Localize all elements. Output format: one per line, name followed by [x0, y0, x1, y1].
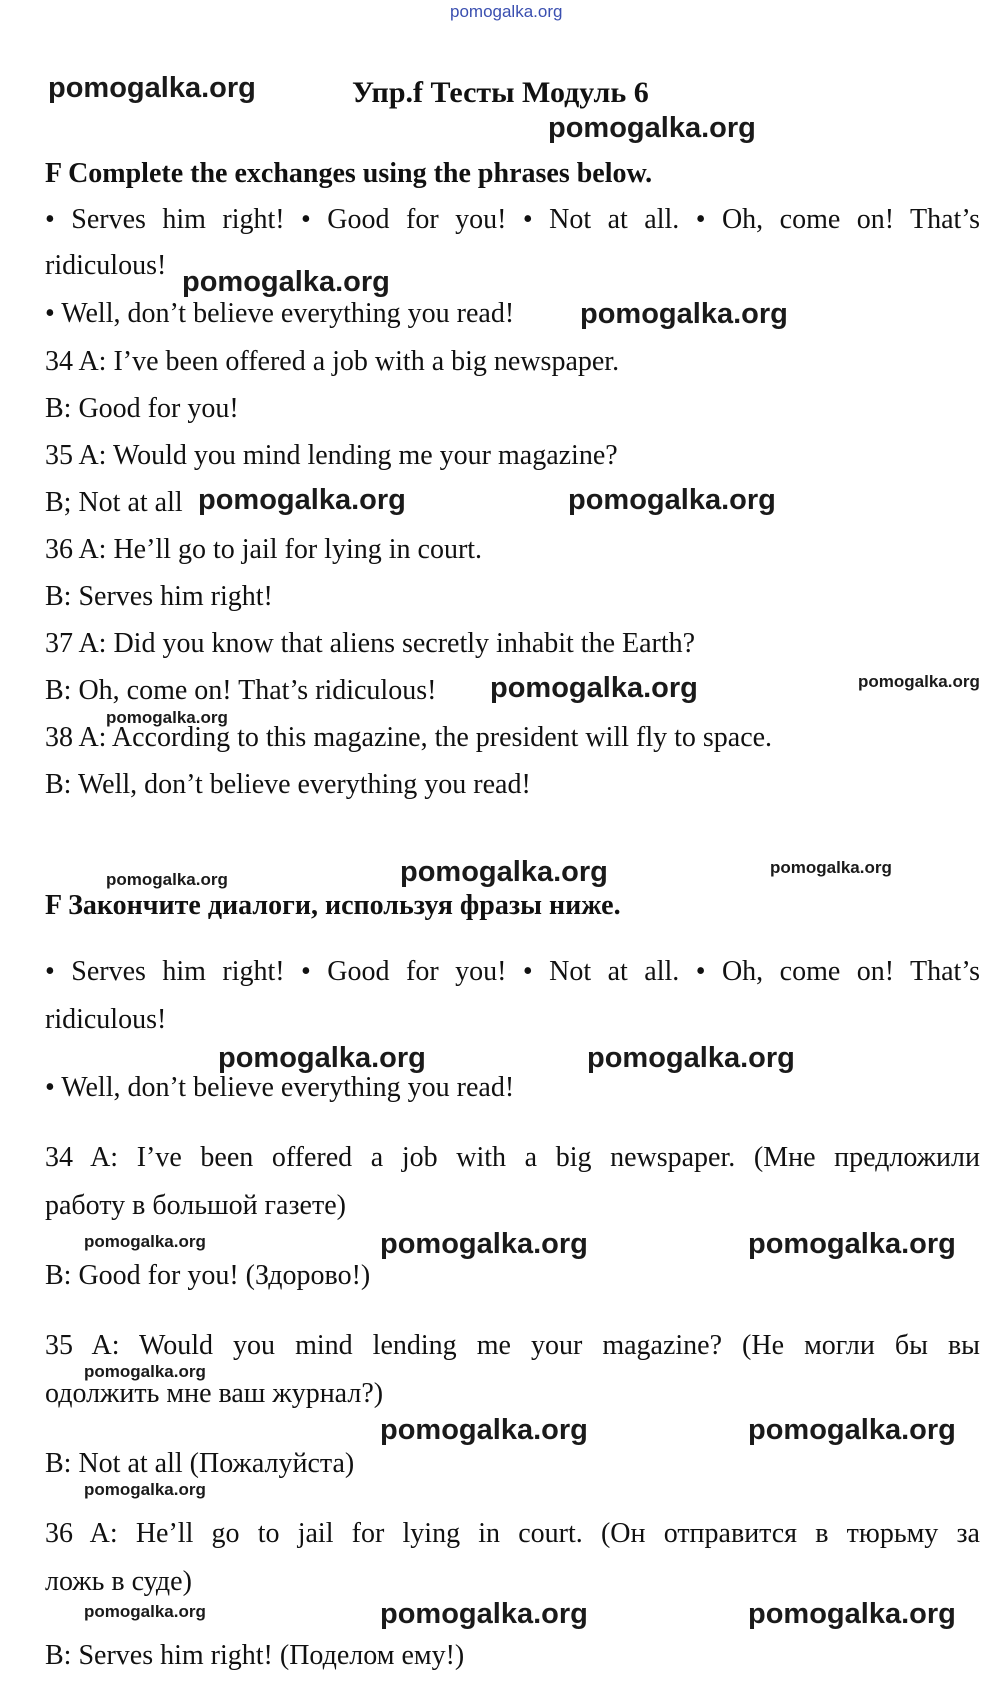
russian-heading: F Закончите диалоги, используя фразы ниже.	[45, 890, 621, 921]
watermark: pomogalka.org	[548, 112, 756, 144]
watermark: pomogalka.org	[748, 1414, 956, 1446]
watermark: pomogalka.org	[748, 1598, 956, 1630]
page-title: Упр.f Тесты Модуль 6	[352, 76, 649, 109]
watermark: pomogalka.org	[587, 1042, 795, 1074]
watermark: pomogalka.org	[106, 708, 228, 727]
ru-exchange-35-a1: 35 A: Would you mind lending me your magazine? (Не могли бы вы	[45, 1330, 980, 1361]
english-phrases-line1b: ridiculous!	[45, 250, 167, 281]
ru-exchange-34-b: B: Good for you! (Здорово!)	[45, 1260, 371, 1291]
english-phrases-line1: • Serves him right! • Good for you! • Not at all. • Oh, come on! That’s	[45, 204, 980, 235]
watermark: pomogalka.org	[748, 1228, 956, 1260]
exchange-36-a: 36 A: He’ll go to jail for lying in court.	[45, 534, 483, 565]
exchange-36-b: B: Serves him right!	[45, 581, 273, 612]
watermark: pomogalka.org	[84, 1602, 206, 1621]
watermark: pomogalka.org	[380, 1414, 588, 1446]
watermark: pomogalka.org	[84, 1480, 206, 1499]
watermark: pomogalka.org	[84, 1362, 206, 1381]
watermark-top: pomogalka.org	[450, 2, 563, 21]
watermark: pomogalka.org	[182, 266, 390, 298]
exchange-38-b: B: Well, don’t believe everything you read!	[45, 769, 531, 800]
english-heading: F Complete the exchanges using the phrases below.	[45, 158, 653, 189]
watermark: pomogalka.org	[106, 870, 228, 889]
ru-exchange-36-b: B: Serves him right! (Поделом ему!)	[45, 1640, 465, 1671]
watermark: pomogalka.org	[48, 72, 256, 104]
watermark: pomogalka.org	[400, 856, 608, 888]
watermark: pomogalka.org	[490, 672, 698, 704]
watermark: pomogalka.org	[380, 1228, 588, 1260]
exchange-37-a: 37 A: Did you know that aliens secretly inhabit the Earth?	[45, 628, 696, 659]
exchange-38-a: 38 A: According to this magazine, the president will fly to space.	[45, 722, 773, 753]
exchange-34-b: B: Good for you!	[45, 393, 239, 424]
english-phrases-line2: • Well, don’t believe everything you read!	[45, 298, 515, 329]
ru-exchange-36-a1: 36 A: He’ll go to jail for lying in court. (Он отправится в тюрьму за	[45, 1518, 980, 1549]
exchange-37-b: B: Oh, come on! That’s ridiculous!	[45, 675, 437, 706]
watermark: pomogalka.org	[858, 672, 980, 691]
russian-phrases-line2: • Well, don’t believe everything you read!	[45, 1072, 515, 1103]
exchange-35-a: 35 A: Would you mind lending me your magazine?	[45, 440, 618, 471]
ru-exchange-35-a2: одолжить мне ваш журнал?)	[45, 1378, 384, 1409]
russian-phrases-line1: • Serves him right! • Good for you! • Not at all. • Oh, come on! That’s	[45, 956, 980, 987]
russian-phrases-line1b: ridiculous!	[45, 1004, 167, 1035]
ru-exchange-34-a1: 34 A: I’ve been offered a job with a big newspaper. (Мне предложили	[45, 1142, 980, 1173]
watermark: pomogalka.org	[84, 1232, 206, 1251]
ru-exchange-35-b: B: Not at all (Пожалуйста)	[45, 1448, 355, 1479]
watermark: pomogalka.org	[580, 298, 788, 330]
ru-exchange-36-a2: ложь в суде)	[45, 1566, 192, 1597]
watermark: pomogalka.org	[380, 1598, 588, 1630]
watermark: pomogalka.org	[568, 484, 776, 516]
ru-exchange-34-a2: работу в большой газете)	[45, 1190, 346, 1221]
watermark: pomogalka.org	[770, 858, 892, 877]
watermark: pomogalka.org	[198, 484, 406, 516]
watermark: pomogalka.org	[218, 1042, 426, 1074]
exchange-35-b: B; Not at all	[45, 487, 183, 518]
exchange-34-a: 34 A: I’ve been offered a job with a big newspaper.	[45, 346, 620, 377]
